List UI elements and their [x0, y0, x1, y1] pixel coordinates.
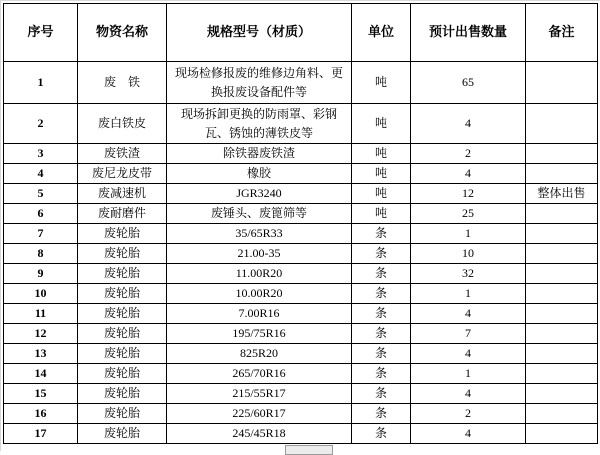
cell-note [526, 164, 598, 184]
cell-no: 1 [4, 62, 78, 104]
cell-note [526, 384, 598, 404]
cell-unit: 吨 [352, 62, 411, 104]
table-row [4, 144, 598, 164]
cell-spec: 21.00-35 [167, 244, 352, 264]
cell-name: 废轮胎 [78, 324, 167, 344]
cell-spec: 265/70R16 [167, 364, 352, 384]
cell-qty: 1 [411, 284, 526, 304]
cell-name: 废轮胎 [78, 304, 167, 324]
cell-note [526, 304, 598, 324]
cell-note [526, 344, 598, 364]
cell-no: 3 [4, 144, 78, 164]
cell-unit: 吨 [352, 164, 411, 184]
table-row [4, 104, 598, 144]
cell-unit: 条 [352, 384, 411, 404]
cell-note: 整体出售 [526, 184, 598, 204]
table-body [4, 62, 598, 444]
cell-name: 废轮胎 [78, 224, 167, 244]
table-row [4, 424, 598, 444]
cell-no: 4 [4, 164, 78, 184]
column-header-unit: 单位 [352, 4, 411, 62]
cell-qty: 4 [411, 344, 526, 364]
cell-qty: 4 [411, 384, 526, 404]
cell-unit: 条 [352, 304, 411, 324]
cell-name: 废轮胎 [78, 264, 167, 284]
table-row [4, 404, 598, 424]
cell-spec: 195/75R16 [167, 324, 352, 344]
cell-note [526, 104, 598, 144]
column-header-qty: 预计出售数量 [411, 4, 526, 62]
cell-name: 废 铁 [78, 62, 167, 104]
cell-no: 7 [4, 224, 78, 244]
cell-spec: 现场检修报废的维修边角料、更换报废设备配件等 [167, 62, 352, 104]
cell-name: 废轮胎 [78, 424, 167, 444]
cell-name: 废轮胎 [78, 244, 167, 264]
cell-no: 2 [4, 104, 78, 144]
cell-name: 废轮胎 [78, 364, 167, 384]
cell-spec: 除铁器废铁渣 [167, 144, 352, 164]
cell-qty: 4 [411, 164, 526, 184]
cell-note [526, 224, 598, 244]
table-row [4, 264, 598, 284]
page-break-handle [285, 445, 333, 455]
cell-no: 16 [4, 404, 78, 424]
cell-spec: 225/60R17 [167, 404, 352, 424]
cell-qty: 2 [411, 404, 526, 424]
cell-note [526, 264, 598, 284]
table-row [4, 224, 598, 244]
cell-spec: 7.00R16 [167, 304, 352, 324]
cell-note [526, 244, 598, 264]
cell-spec: 现场拆卸更换的防雨罩、彩钢瓦、锈蚀的薄铁皮等 [167, 104, 352, 144]
cell-note [526, 324, 598, 344]
cell-qty: 2 [411, 144, 526, 164]
cell-no: 8 [4, 244, 78, 264]
cell-name: 废轮胎 [78, 384, 167, 404]
cell-unit: 条 [352, 364, 411, 384]
cell-name: 废轮胎 [78, 404, 167, 424]
column-header-name: 物资名称 [78, 4, 167, 62]
table-row [4, 62, 598, 104]
cell-qty: 4 [411, 424, 526, 444]
cell-qty: 25 [411, 204, 526, 224]
cell-no: 12 [4, 324, 78, 344]
cell-name: 废铁渣 [78, 144, 167, 164]
cell-unit: 条 [352, 424, 411, 444]
cell-spec: 10.00R20 [167, 284, 352, 304]
table-row [4, 364, 598, 384]
cell-note [526, 364, 598, 384]
cell-no: 17 [4, 424, 78, 444]
cell-unit: 条 [352, 284, 411, 304]
cell-spec: 11.00R20 [167, 264, 352, 284]
cell-name: 废耐磨件 [78, 204, 167, 224]
cell-note [526, 284, 598, 304]
cell-name: 废尼龙皮带 [78, 164, 167, 184]
column-header-spec: 规格型号（材质） [167, 4, 352, 62]
cell-qty: 4 [411, 104, 526, 144]
cell-qty: 4 [411, 304, 526, 324]
cell-spec: 35/65R33 [167, 224, 352, 244]
table-row [4, 384, 598, 404]
cell-unit: 条 [352, 324, 411, 344]
cell-qty: 65 [411, 62, 526, 104]
cell-note [526, 204, 598, 224]
cell-unit: 条 [352, 404, 411, 424]
table-row [4, 184, 598, 204]
header-row [4, 4, 598, 62]
cell-unit: 条 [352, 344, 411, 364]
cell-name: 废轮胎 [78, 284, 167, 304]
cell-no: 13 [4, 344, 78, 364]
cell-no: 11 [4, 304, 78, 324]
cell-note [526, 62, 598, 104]
cell-unit: 吨 [352, 144, 411, 164]
cell-note [526, 404, 598, 424]
cell-qty: 1 [411, 224, 526, 244]
table-row [4, 244, 598, 264]
cell-unit: 条 [352, 244, 411, 264]
table-row [4, 344, 598, 364]
cell-spec: 215/55R17 [167, 384, 352, 404]
cell-spec: 橡胶 [167, 164, 352, 184]
cell-no: 14 [4, 364, 78, 384]
cell-unit: 条 [352, 264, 411, 284]
table-row [4, 164, 598, 184]
cell-name: 废白铁皮 [78, 104, 167, 144]
cell-qty: 32 [411, 264, 526, 284]
cell-unit: 吨 [352, 204, 411, 224]
cell-note [526, 144, 598, 164]
cell-name: 废轮胎 [78, 344, 167, 364]
cell-unit: 条 [352, 224, 411, 244]
cell-spec: 废锤头、废篦筛等 [167, 204, 352, 224]
table-row [4, 284, 598, 304]
cell-no: 10 [4, 284, 78, 304]
cell-qty: 7 [411, 324, 526, 344]
materials-table [3, 3, 598, 444]
cell-no: 9 [4, 264, 78, 284]
table-row [4, 204, 598, 224]
cell-qty: 12 [411, 184, 526, 204]
cell-spec: 245/45R18 [167, 424, 352, 444]
column-header-note: 备注 [526, 4, 598, 62]
cell-qty: 1 [411, 364, 526, 384]
cell-no: 6 [4, 204, 78, 224]
column-header-no: 序号 [4, 4, 78, 62]
cell-unit: 吨 [352, 184, 411, 204]
table-row [4, 304, 598, 324]
table-row [4, 324, 598, 344]
cell-unit: 吨 [352, 104, 411, 144]
cell-note [526, 424, 598, 444]
cell-name: 废减速机 [78, 184, 167, 204]
cell-no: 5 [4, 184, 78, 204]
cell-no: 15 [4, 384, 78, 404]
cell-spec: 825R20 [167, 344, 352, 364]
cell-qty: 10 [411, 244, 526, 264]
cell-spec: JGR3240 [167, 184, 352, 204]
